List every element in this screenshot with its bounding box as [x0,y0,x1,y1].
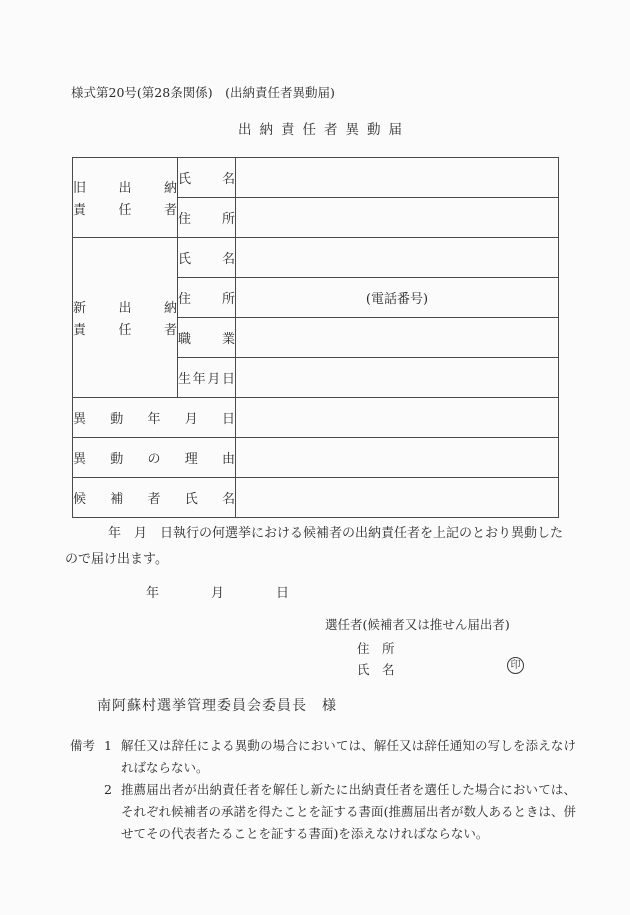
form-number: 様式第20号(第28条関係) (出納責任者異動届) [71,85,335,100]
declaration-text: 年 月 日執行の何選挙における候補者の出納責任者を上記のとおり異動したので届け出ます。 [65,526,564,567]
notes-items [104,735,576,845]
new-address-label-cell [178,278,236,318]
old-manager-label-line2: 責 任 者 [73,203,177,218]
note-number: 1 [104,738,112,753]
new-manager-label-line1: 新 出 納 [73,301,177,316]
old-name-label-cell [178,158,236,198]
note-text: 解任又は辞任による異動の場合においては、解任又は辞任通知の写しを添えなければならない。 [121,738,576,775]
notes-label: 備考 [70,738,96,753]
note-item [104,779,576,845]
new-name-label-cell [178,238,236,278]
new-address-value-cell: (電話番号) [236,278,559,318]
table-row [73,398,559,438]
new-manager-group-cell [73,238,178,398]
old-manager-group-cell [73,158,178,238]
table-row [73,158,559,198]
note-item [104,735,576,779]
new-birthdate-label-cell [178,358,236,398]
manager-change-table [72,157,559,518]
selector-label: 選任者(候補者又は推せん届出者) [325,617,510,632]
seal-character: 印 [510,660,521,671]
new-occupation-label-cell [178,318,236,358]
old-address-label-cell [178,198,236,238]
seal-icon [507,657,524,674]
old-manager-label-line1: 旧 出 納 [73,181,177,196]
date-line: 年 月 日 [146,586,290,601]
new-occupation-value-cell [236,318,559,358]
table-row [73,478,559,518]
change-date-value-cell [236,398,559,438]
old-name-value-cell [236,158,559,198]
table-row [73,438,559,478]
notes-section [70,735,576,845]
candidate-name-label-cell [73,478,236,518]
change-reason-value-cell [236,438,559,478]
candidate-name-value-cell [236,478,559,518]
new-occupation-label: 職 業 [178,332,235,347]
signature-name-label: 氏 名 [357,662,395,677]
old-address-label: 住 所 [178,212,235,227]
new-name-label: 氏 名 [178,252,235,267]
page-title: 出納責任者異動届 [238,122,410,138]
change-date-label: 異 動 年 月 日 [73,412,235,427]
new-birthdate-label: 生 年 月 日 [178,372,235,387]
new-manager-label-line2: 責 任 者 [73,323,177,338]
candidate-name-label: 候 補 者 氏 名 [73,492,235,507]
new-name-value-cell [236,238,559,278]
table-row [73,238,559,278]
change-reason-label: 異 動 の 理 由 [73,452,235,467]
note-text: 推薦届出者が出納責任者を解任し新たに出納責任者を選任した場合においては、それぞれ候補者の承諾を得たことを証する書面(推薦届出者が数人あるときは、併せてその代表者たることを証する書面)を添えなければならない。 [121,782,576,841]
addressee-line: 南阿蘇村選挙管理委員会委員長 様 [97,698,337,714]
note-number: 2 [104,782,112,797]
signature-address-label: 住 所 [357,641,395,656]
new-birthdate-value-cell [236,358,559,398]
old-address-value-cell [236,198,559,238]
new-address-label: 住 所 [178,292,235,307]
old-name-label: 氏 名 [178,172,235,187]
change-date-label-cell [73,398,236,438]
change-reason-label-cell [73,438,236,478]
